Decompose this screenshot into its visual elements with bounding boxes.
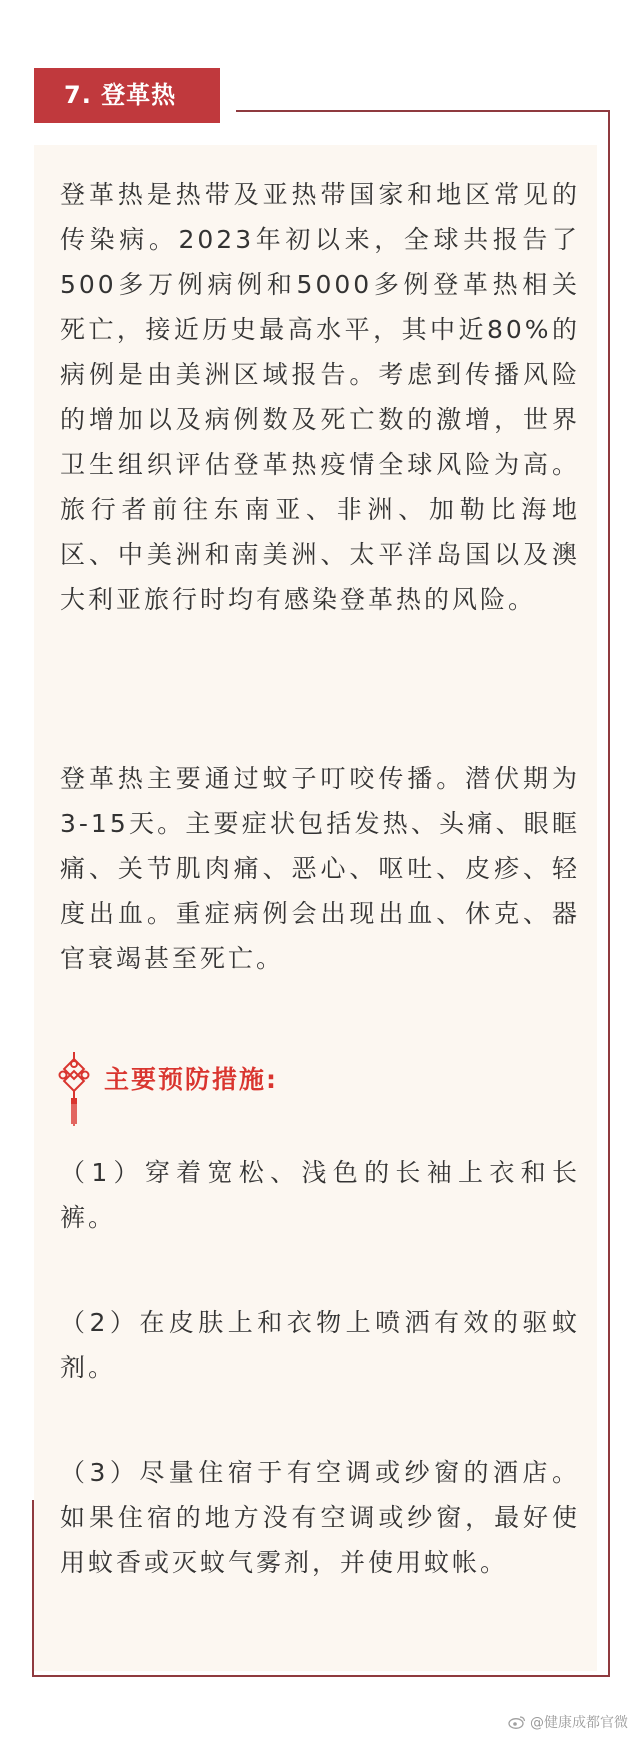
- watermark: [508, 1712, 628, 1732]
- prevention-title: 主要预防措施:: [104, 1065, 278, 1094]
- measure-item: （1）穿着宽松、浅色的长袖上衣和长裤。: [60, 1158, 580, 1232]
- weibo-icon: [508, 1715, 526, 1729]
- measure-item: （3）尽量住宿于有空调或纱窗的酒店。如果住宿的地方没有空调或纱窗，最好使用蚊香或灭蚊气雾剂，并使用蚊帐。: [60, 1458, 580, 1577]
- chinese-knot-icon: [58, 1050, 90, 1130]
- frame-border-top: [236, 110, 610, 112]
- intro-paragraph: 登革热是热带及亚热带国家和地区常见的传染病。2023年初以来，全球共报告了500多万例病例和5000多例登革热相关死亡，接近历史最高水平，其中近80%的病例是由美洲区域报告。考虑到传播风险的增加以及病例数及死亡数的激增，世界卫生组织评估登革热疫情全球风险为高。旅行者前往东南亚、非洲、加勒比海地区、中美洲和南美洲、太平洋岛国以及澳大利亚旅行时均有感染登革热的风险。: [60, 180, 580, 614]
- section-heading: 7. 登革热: [34, 68, 220, 123]
- transmission-paragraph: 登革热主要通过蚊子叮咬传播。潜伏期为3-15天。主要症状包括发热、头痛、眼眶痛、关节肌肉痛、恶心、呕吐、皮疹、轻度出血。重症病例会出现出血、休克、器官衰竭甚至死亡。: [60, 764, 580, 973]
- frame-border-bottom: [32, 1675, 610, 1677]
- watermark-text: @健康成都官微: [530, 1715, 628, 1731]
- frame-border-right: [608, 110, 610, 1677]
- measure-item: （2）在皮肤上和衣物上喷洒有效的驱蚊剂。: [60, 1308, 580, 1382]
